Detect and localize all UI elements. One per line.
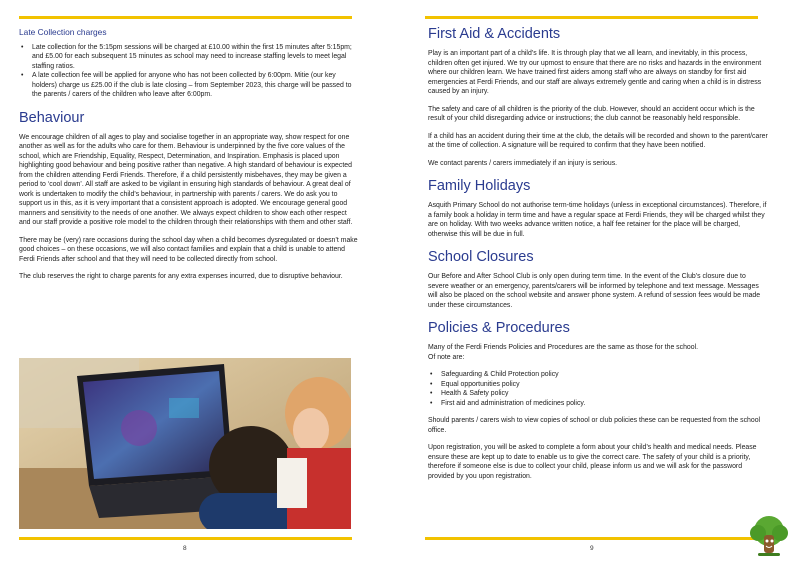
right-content bbox=[428, 25, 768, 489]
family-holidays-heading: Family Holidays bbox=[428, 178, 531, 194]
bottom-rule bbox=[425, 537, 758, 540]
school-closures-heading: School Closures bbox=[428, 249, 534, 265]
list-item: • Late collection for the 5:15pm sessions will be charged at £10.00 within the first 15 minutes after 5:15pm; and £5.00 for each subsequent 15 minutes as school may need to increase staffing levels to meet legal staffing ratios. bbox=[19, 43, 359, 72]
first-aid-paragraph: If a child has an accident during their time at the club, the details will be recorded and shown to the parent/carer at the time of collection. A signature will be required to confirm that they have been notified. bbox=[428, 132, 768, 149]
list-item: • First aid and administration of medicines policy. bbox=[428, 399, 768, 409]
right-page bbox=[400, 0, 800, 563]
first-aid-paragraph: The safety and care of all children is the priority of the club. However, should an accident occur which is the result of your child disregarding advice or instructions; the club cannot be reasonably held responsible. bbox=[428, 105, 755, 122]
first-aid-paragraph: Play is an important part of a child’s life. It is through play that we all learn, and inevitably, in this process, children often get injured. We try our upmost to ensure that there are no risks and hazards in the environment where our children learn. We have trained first aiders among staff who are always on standby for first aid emergencies at Ferdi Friends, and our staff are always extremely gentle and caring when a child is in distress caused by an injury. bbox=[428, 50, 762, 95]
behaviour-heading: Behaviour bbox=[19, 109, 85, 126]
left-content bbox=[19, 28, 359, 290]
late-collection-heading: Late Collection charges bbox=[19, 27, 107, 37]
behaviour-paragraph: There may be (very) rare occasions during the school day when a child becomes dysregulated or doesn’t make good choices – on these occasions, we will also contact families and explain that a child is unable to attend Ferdi Friends after school and that they will need to be collected directly from school. bbox=[19, 236, 358, 263]
first-aid-paragraph: We contact parents / carers immediately if an injury is serious. bbox=[428, 159, 618, 167]
ferdi-tree-logo bbox=[748, 515, 790, 557]
policies-paragraph: Should parents / carers wish to view copies of school or club policies these can be requested from the school office. bbox=[428, 417, 761, 434]
policies-intro: Many of the Ferdi Friends Policies and Procedures are the same as those for the school. bbox=[428, 344, 699, 351]
policies-heading: Policies & Procedures bbox=[428, 320, 570, 336]
page-number: 8 bbox=[183, 545, 187, 552]
policies-list bbox=[428, 370, 768, 408]
policies-note: Of note are: bbox=[428, 353, 465, 361]
late-collection-list bbox=[19, 43, 359, 100]
list-item: • Equal opportunities policy bbox=[428, 380, 768, 390]
list-item: • A late collection fee will be applied for anyone who has not been collected by 6:00pm. Mitie (our key holders) charge us £25.00 if the club is late closing – from September 2023, this charge will be passed to the parents / carers of the children who leave after 6:00pm. bbox=[19, 71, 359, 100]
top-rule bbox=[19, 16, 352, 19]
children-laptop-photo bbox=[19, 358, 351, 529]
behaviour-paragraph: We encourage children of all ages to play and socialise together in an appropriate way, show respect for one another as well as for the adults who care for them. Behaviour is underpinned by the five core values of the school, which are Friendship, Equality, Respect, Determination, and Inspiration. Emphasis is placed upon highlighting good behaviour and being positive rather than negative. A high standard of behaviour is expected from the children attending Ferdi Friends. Therefore, if a child persistently misbehaves, they may be given a period to ‘cool down’. All staff are asked to be vigilant in ensuring high standards of behaviour. A great deal of work is undertaken to modify the child’s behaviour, in partnership with parents / carers. We do ask you to support us in this, as it is very important that a consistent approach is adopted. We encourage general good manners and sensitivity to the needs of one another. We always expect children to show each other respect and our staff provide a positive role model to the children through their relationships with them and other staff. bbox=[19, 133, 353, 226]
policies-paragraph: Upon registration, you will be asked to complete a form about your child’s health and medical needs. Please ensure these are kept up to date to enable us to give the correct care. The safety of your child is a priority, therefore if someone else is due to collect your child, please inform us and we will ask for the password provided by you upon registration. bbox=[428, 444, 757, 480]
first-aid-heading: First Aid & Accidents bbox=[428, 26, 561, 42]
top-rule bbox=[425, 16, 758, 19]
list-item: • Health & Safety policy bbox=[428, 389, 768, 399]
family-holidays-paragraph: Asquith Primary School do not authorise term-time holidays (unless in exceptional circumstances). Therefore, if a family book a holiday in term time and have a regular space at Ferdi Friends, they will be charged whilst they are on holiday. With two weeks advance written notice, a half fee retainer for the place will be charged, otherwise this will be due in full. bbox=[428, 202, 767, 238]
page-number: 9 bbox=[590, 545, 594, 552]
behaviour-paragraph: The club reserves the right to charge parents for any extra expenses incurred, due to disruptive behaviour. bbox=[19, 273, 343, 280]
bottom-rule bbox=[19, 537, 352, 540]
list-item: • Safeguarding & Child Protection policy bbox=[428, 370, 768, 380]
school-closures-paragraph: Our Before and After School Club is only open during term time. In the event of the Club’s closure due to severe weather or an emergency, parents/carers will be informed by telephone and text message. Messages will also be placed on the school website and answer phone system. A refund of session fees would be made under these circumstances. bbox=[428, 273, 761, 309]
